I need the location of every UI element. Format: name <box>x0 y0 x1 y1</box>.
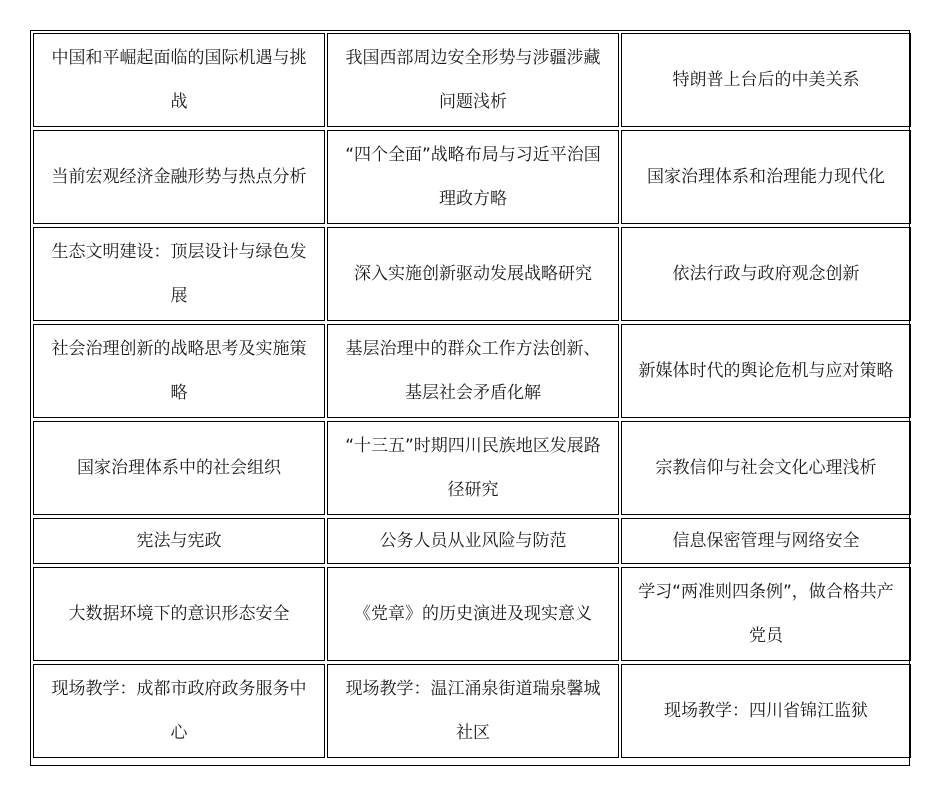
table-cell: 社会治理创新的战略思考及实施策略 <box>33 324 325 418</box>
table-cell: 大数据环境下的意识形态安全 <box>33 567 325 661</box>
table-cell: 《党章》的历史演进及现实意义 <box>327 567 619 661</box>
table-cell: “十三五”时期四川民族地区发展路径研究 <box>327 421 619 515</box>
table-cell: 公务人员从业风险与防范 <box>327 518 619 564</box>
table-cell: 学习“两准则四条例”，做合格共产党员 <box>621 567 911 661</box>
table-cell: 中国和平崛起面临的国际机遇与挑战 <box>33 33 325 127</box>
table-cell: 依法行政与政府观念创新 <box>621 227 911 321</box>
table-cell: 生态文明建设：顶层设计与绿色发展 <box>33 227 325 321</box>
table-cell: 信息保密管理与网络安全 <box>621 518 911 564</box>
table-cell: 新媒体时代的舆论危机与应对策略 <box>621 324 911 418</box>
table-cell: 现场教学：四川省锦江监狱 <box>621 664 911 758</box>
table-cell: 特朗普上台后的中美关系 <box>621 33 911 127</box>
table-cell: 深入实施创新驱动发展战略研究 <box>327 227 619 321</box>
table-cell: “四个全面”战略布局与习近平治国理政方略 <box>327 130 619 224</box>
table-cell: 国家治理体系和治理能力现代化 <box>621 130 911 224</box>
table-cell: 当前宏观经济金融形势与热点分析 <box>33 130 325 224</box>
table-cell: 宗教信仰与社会文化心理浅析 <box>621 421 911 515</box>
table-cell: 基层治理中的群众工作方法创新、基层社会矛盾化解 <box>327 324 619 418</box>
table-cell: 现场教学：成都市政府政务服务中心 <box>33 664 325 758</box>
table-cell: 宪法与宪政 <box>33 518 325 564</box>
table-cell: 国家治理体系中的社会组织 <box>33 421 325 515</box>
table-cell: 现场教学：温江涌泉街道瑞泉馨城社区 <box>327 664 619 758</box>
course-table <box>30 30 910 766</box>
table-cell: 我国西部周边安全形势与涉疆涉藏问题浅析 <box>327 33 619 127</box>
